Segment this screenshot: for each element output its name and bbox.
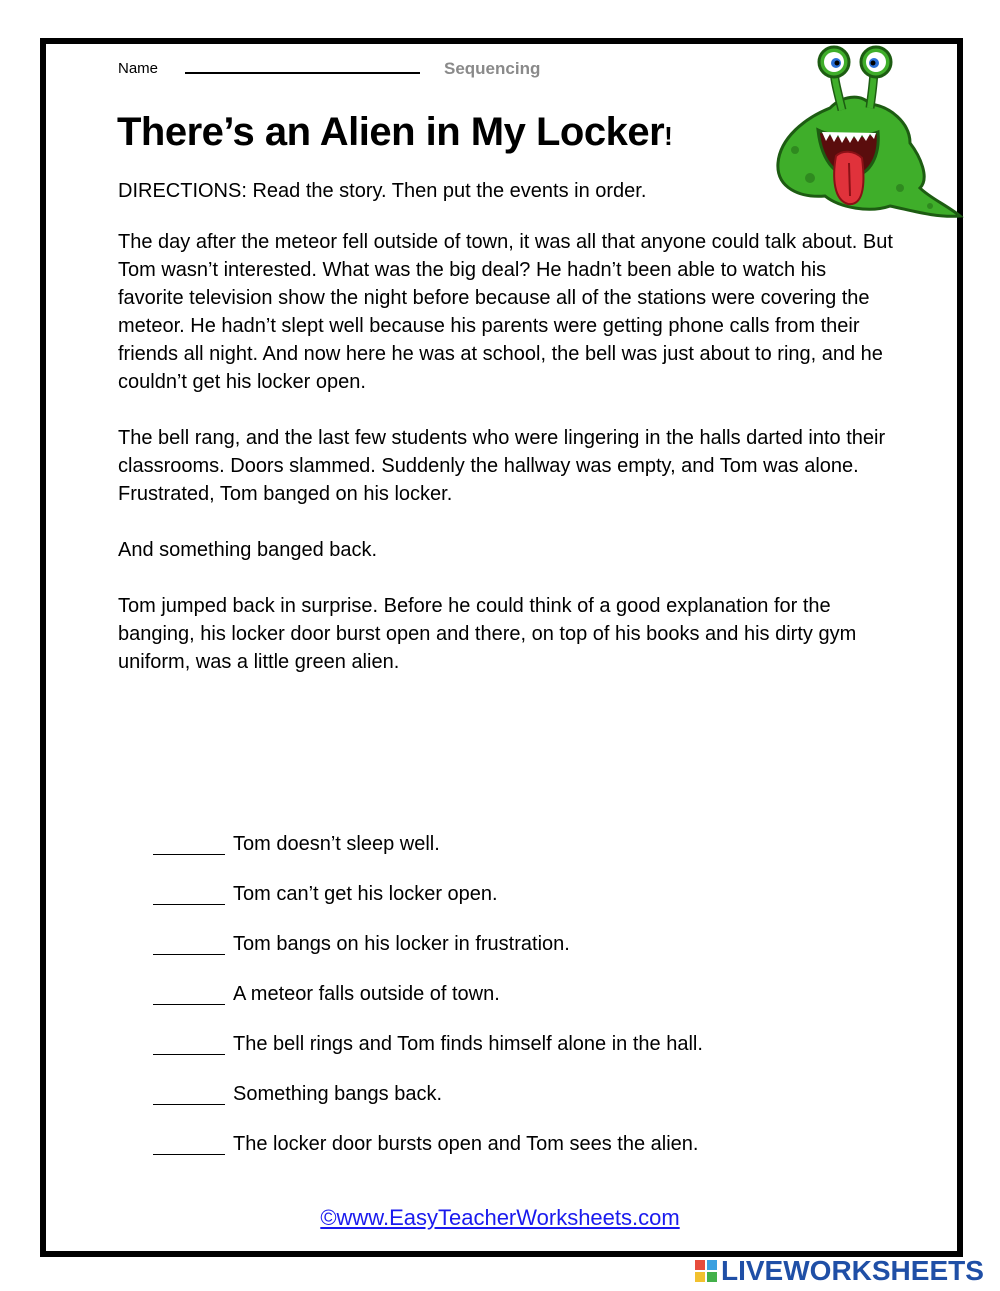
order-blank-5[interactable] — [153, 1054, 225, 1055]
title-text: There’s an Alien in My Locker — [117, 110, 665, 154]
event-item — [153, 1107, 873, 1157]
event-text: Tom doesn’t sleep well. — [233, 833, 440, 855]
logo-square — [707, 1260, 717, 1270]
worksheet-title — [117, 110, 672, 155]
event-item — [153, 857, 873, 907]
order-blank-4[interactable] — [153, 1004, 225, 1005]
order-blank-1[interactable] — [153, 854, 225, 855]
logo-square — [695, 1260, 705, 1270]
order-blank-6[interactable] — [153, 1104, 225, 1105]
order-blank-7[interactable] — [153, 1154, 225, 1155]
alien-icon — [770, 38, 965, 228]
title-exclamation: ! — [664, 121, 673, 151]
story-passage — [118, 228, 893, 704]
event-item — [153, 807, 873, 857]
event-item — [153, 957, 873, 1007]
story-paragraph: The bell rang, and the last few students who were lingering in the halls darted into their classrooms. Doors slammed. Suddenly the hallway was empty, and Tom was alone. Frustrated, Tom banged on his locker. — [118, 427, 886, 505]
footer — [0, 1205, 1000, 1231]
event-text: Tom can’t get his locker open. — [233, 883, 498, 905]
story-paragraph: The day after the meteor fell outside of town, it was all that anyone could talk about. But Tom wasn’t interested. What was the big deal? He hadn’t been able to watch his favorite television show the night before because all of the stations were covering the meteor. He hadn’t slept well because his parents were getting phone calls from their friends all night. And now here he was at school, the bell was just about to ring, and he couldn’t get his locker open. — [118, 231, 893, 393]
event-text: Something bangs back. — [233, 1083, 443, 1105]
story-paragraph: Tom jumped back in surprise. Before he could think of a good explanation for the banging, his locker door burst open and there, on top of his books and his dirty gym uniform, was a little green alien. — [118, 595, 857, 673]
liveworksheets-brand[interactable] — [695, 1255, 984, 1287]
event-item — [153, 907, 873, 957]
name-label: Name — [118, 60, 159, 77]
logo-square — [695, 1272, 705, 1282]
order-blank-3[interactable] — [153, 954, 225, 955]
worksheet-topic: Sequencing — [444, 59, 541, 78]
event-text: The bell rings and Tom finds himself alone in the hall. — [233, 1033, 703, 1055]
name-input-line[interactable] — [185, 72, 420, 74]
order-blank-2[interactable] — [153, 904, 225, 905]
logo-square — [707, 1272, 717, 1282]
event-item — [153, 1007, 873, 1057]
event-text: A meteor falls outside of town. — [233, 983, 500, 1005]
event-list — [153, 807, 873, 1157]
liveworksheets-logo-icon — [695, 1260, 717, 1282]
story-paragraph: And something banged back. — [118, 539, 378, 561]
copyright-link[interactable]: ©www.EasyTeacherWorksheets.com — [320, 1205, 680, 1230]
event-text: The locker door bursts open and Tom sees the alien. — [233, 1133, 699, 1155]
event-item — [153, 1057, 873, 1107]
directions-text: DIRECTIONS: Read the story. Then put the events in order. — [118, 180, 647, 202]
brand-name: LIVEWORKSHEETS — [721, 1255, 984, 1286]
event-text: Tom bangs on his locker in frustration. — [233, 933, 570, 955]
